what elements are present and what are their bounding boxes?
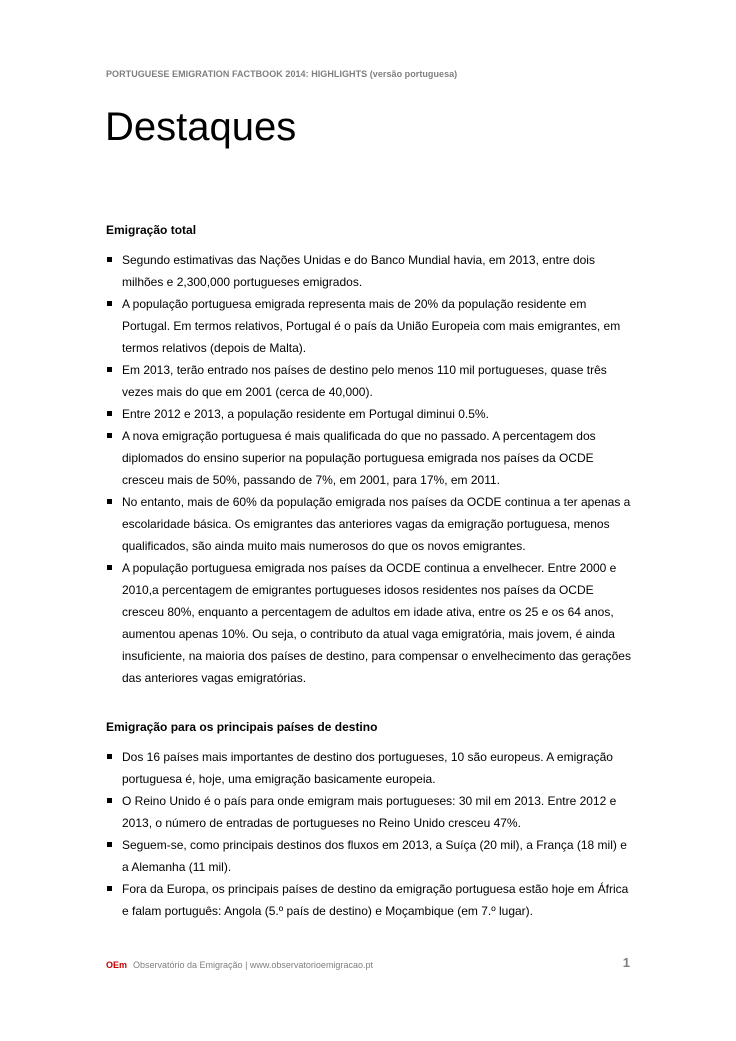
list-item-text: Segundo estimativas das Nações Unidas e do Banco Mundial havia, em 2013, entre dois milhões e 2,300,000 portugueses emigrados. (122, 253, 595, 289)
bullet-square-icon (107, 798, 112, 803)
list-item-text: No entanto, mais de 60% da população emigrada nos países da OCDE continua a ter apenas a escolaridade básica. Os emigrantes das anteriores vagas da emigração portuguesa, menos qualificados, são ainda muito mais numerosos do que os novos emigrantes. (122, 495, 631, 553)
list-item-text: Em 2013, terão entrado nos países de destino pelo menos 110 mil portugueses, quase três vezes mais do que em 2001 (cerca de 40,000). (122, 363, 607, 399)
list-item (106, 878, 634, 922)
list-item (106, 425, 634, 491)
page-title: Destaques (105, 105, 297, 149)
list-item-text: A nova emigração portuguesa é mais qualificada do que no passado. A percentagem dos diplomados do ensino superior na população portuguesa emigrada nos países da OCDE cresceu mais de 50%, passando de 7%, em 2001, para 17%, em 2011. (122, 429, 596, 487)
list-item (106, 249, 634, 293)
bullet-square-icon (107, 301, 112, 306)
bullet-square-icon (107, 367, 112, 372)
bullet-square-icon (107, 754, 112, 759)
list-item (106, 491, 634, 557)
list-item (106, 746, 634, 790)
list-item (106, 790, 634, 834)
oem-logo-text: OEm (106, 960, 128, 970)
section-heading-emigracao-total: Emigração total (106, 223, 197, 237)
bullet-square-icon (107, 842, 112, 847)
bullet-square-icon (107, 257, 112, 262)
running-header: PORTUGUESE EMIGRATION FACTBOOK 2014: HIGHLIGHTS (versão portuguesa) (106, 69, 458, 79)
list-item (106, 834, 634, 878)
list-item-text: Seguem-se, como principais destinos dos fluxos em 2013, a Suíça (20 mil), a França (18 mil) e a Alemanha (11 mil). (122, 838, 627, 874)
footer-text: Observatório da Emigração | www.observatorioemigracao.pt (133, 960, 373, 970)
bullet-square-icon (107, 565, 112, 570)
page-number: 1 (622, 955, 630, 970)
bullet-square-icon (107, 433, 112, 438)
page-footer (106, 958, 373, 972)
bullet-list-emigracao-total (106, 249, 634, 689)
list-item (106, 403, 634, 425)
list-item-text: A população portuguesa emigrada nos países da OCDE continua a envelhecer. Entre 2000 e 2010,a percentagem de emigrantes portugueses idosos residentes nos países da OCDE cresceu 80%, enquanto a percentagem de adultos em idade ativa, entre os 25 e os 64 anos, aumentou apenas 10%. Ou seja, o contributo da atual vaga emigratória, mais jovem, é ainda insuficiente, na maioria dos países de destino, para compensar o envelhecimento das gerações das anteriores vagas emigratórias. (122, 561, 631, 685)
bullet-square-icon (107, 886, 112, 891)
list-item-text: O Reino Unido é o país para onde emigram mais portugueses: 30 mil em 2013. Entre 2012 e 2013, o número de entradas de portugueses no Reino Unido cresceu 47%. (122, 794, 617, 830)
list-item (106, 359, 634, 403)
list-item-text: A população portuguesa emigrada representa mais de 20% da população residente em Portugal. Em termos relativos, Portugal é o país da União Europeia com mais emigrantes, em termos relativos (depois de Malta). (122, 297, 621, 355)
bullet-list-principais-destinos (106, 746, 634, 922)
list-item-text: Entre 2012 e 2013, a população residente em Portugal diminui 0.5%. (122, 407, 489, 421)
list-item-text: Fora da Europa, os principais países de destino da emigração portuguesa estão hoje em África e falam português: Angola (5.º país de destino) e Moçambique (em 7.º lugar). (122, 882, 629, 918)
list-item-text: Dos 16 países mais importantes de destino dos portugueses, 10 são europeus. A emigração portuguesa é, hoje, uma emigração basicamente europeia. (122, 750, 613, 786)
bullet-square-icon (107, 411, 112, 416)
section-heading-principais-destinos: Emigração para os principais países de destino (106, 720, 378, 734)
bullet-square-icon (107, 499, 112, 504)
list-item (106, 293, 634, 359)
list-item (106, 557, 634, 689)
